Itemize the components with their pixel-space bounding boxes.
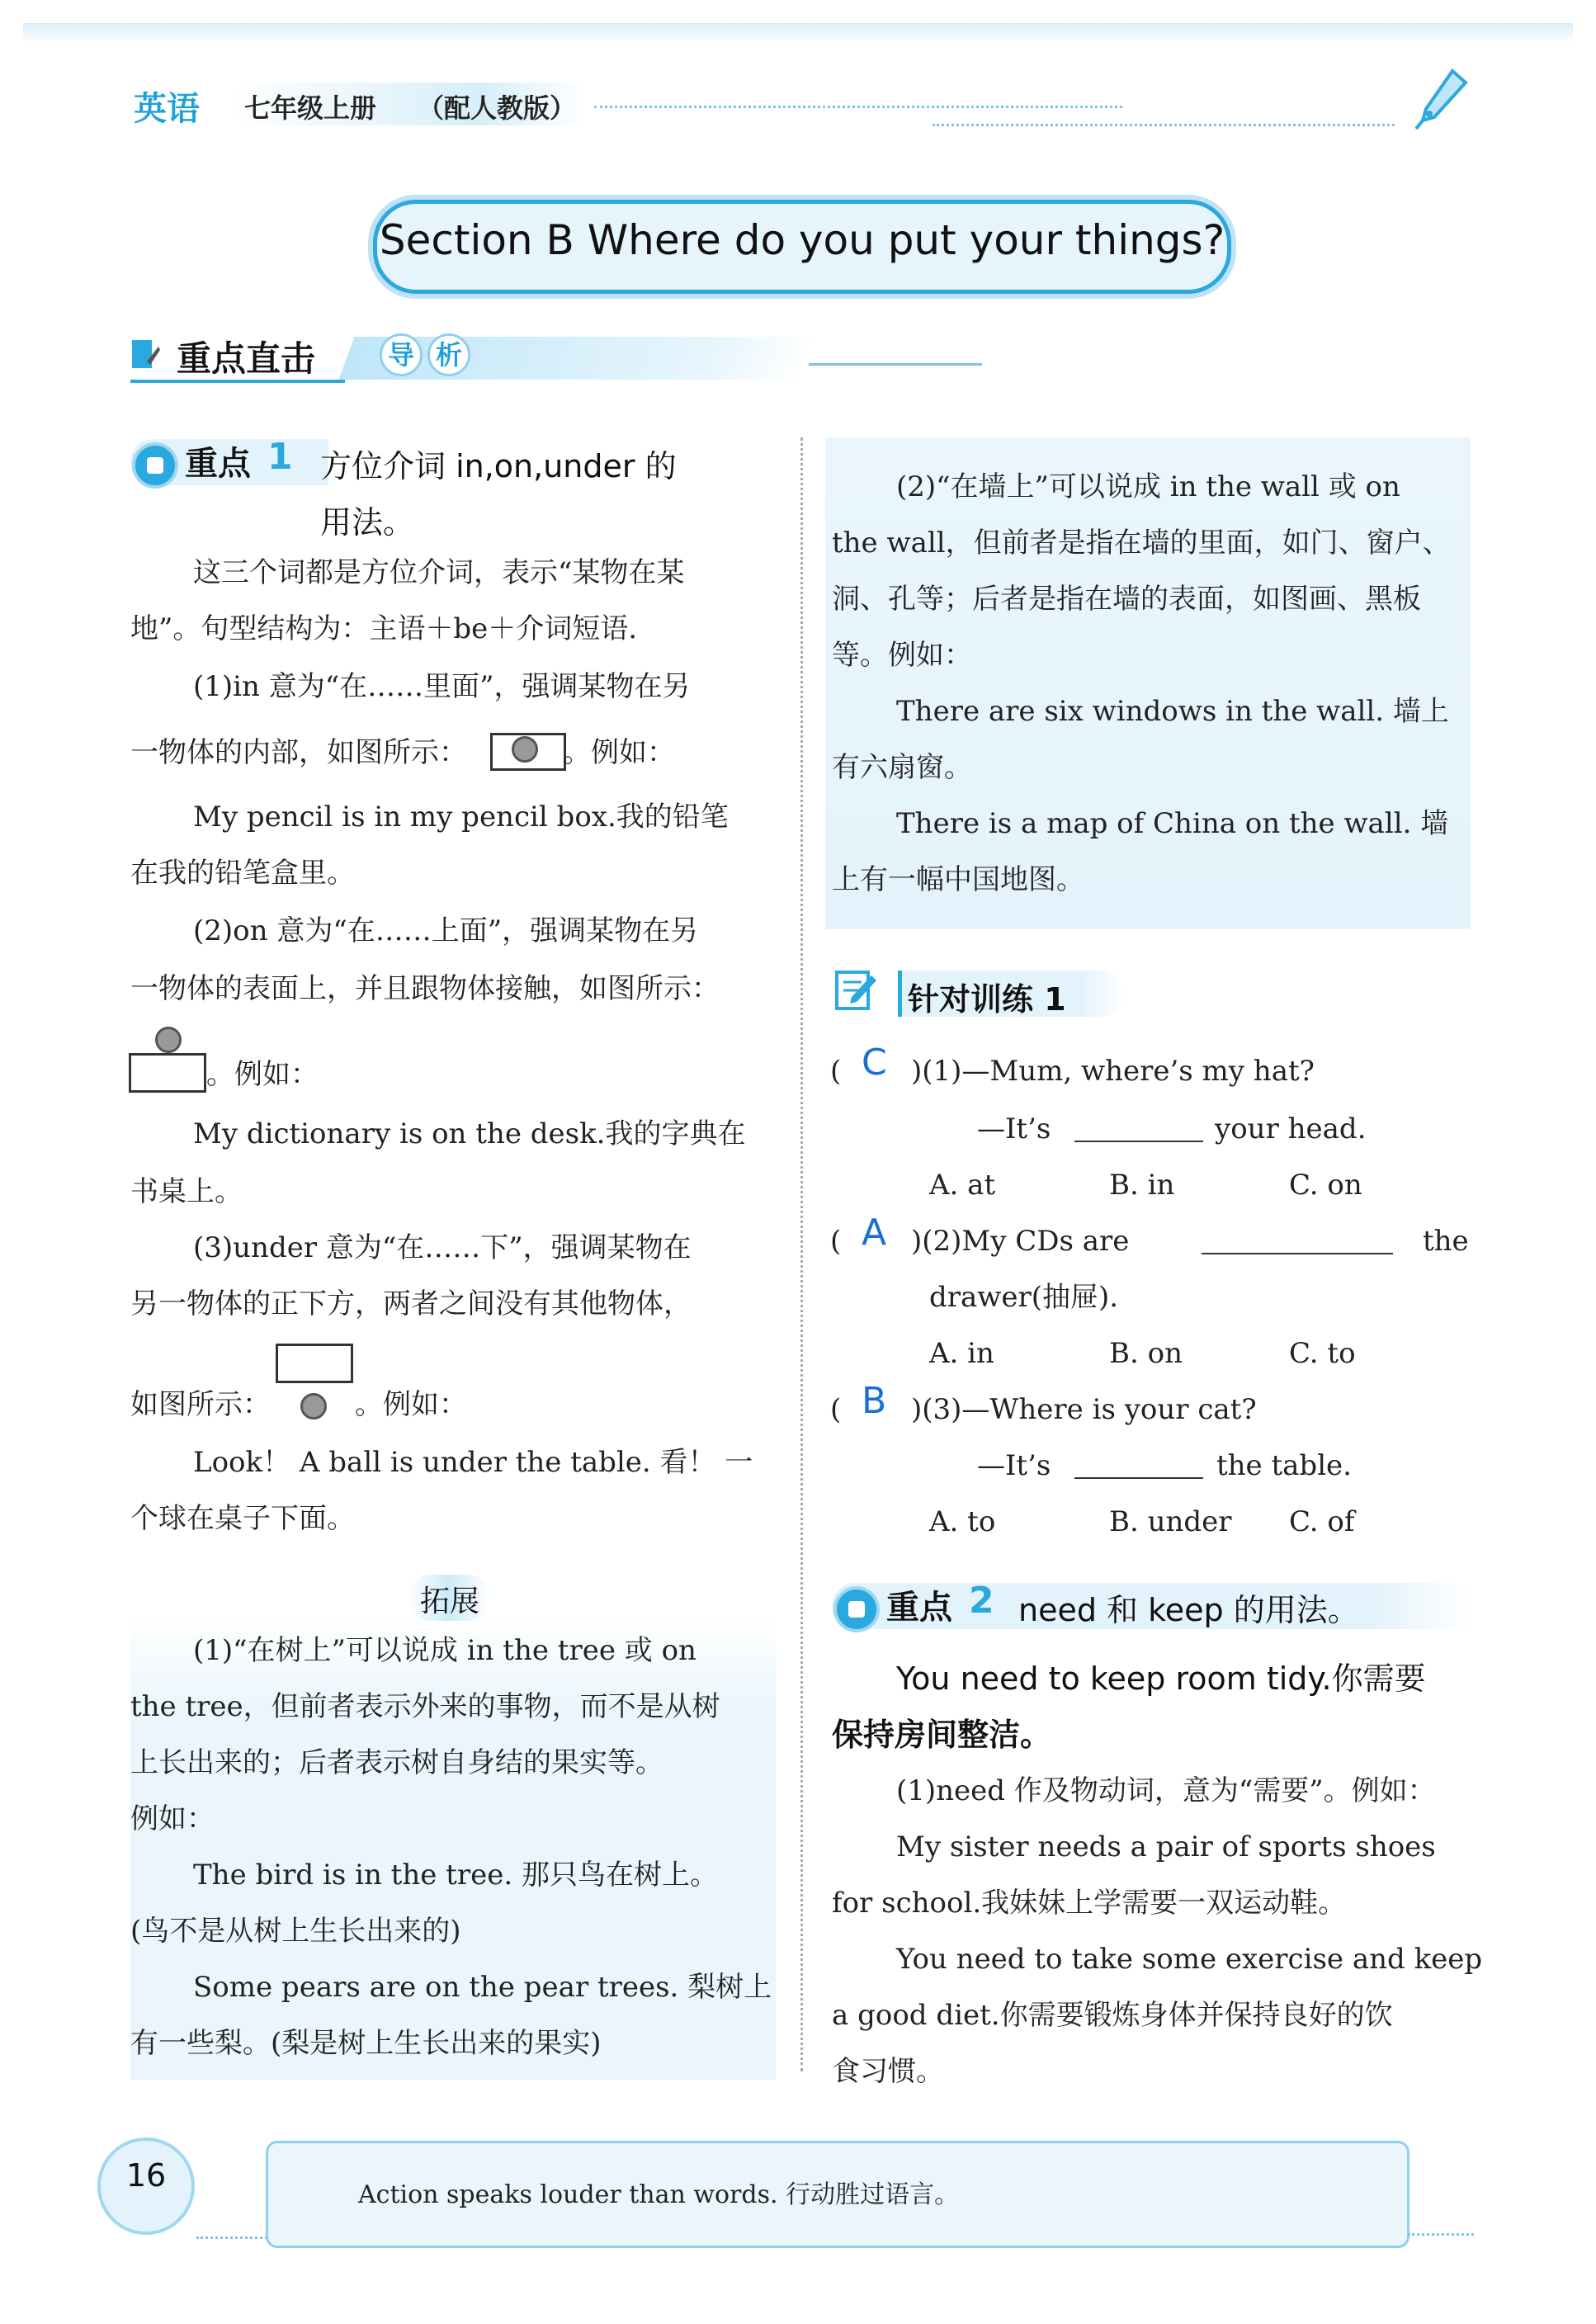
- ext-line4: 例如：: [130, 1802, 215, 1835]
- wall-line2: the wall，但前者是指在墙的里面，如门、窗户、: [832, 527, 1451, 560]
- section-title: Section B Where do you put your things?: [379, 216, 1225, 264]
- q3-option-b: B. under: [1109, 1505, 1232, 1538]
- wall-line8: 上有一幅中国地图。: [832, 863, 1084, 896]
- point2-label: 重点: [886, 1589, 952, 1627]
- ext-line8: 有一些梨。(梨是树上生长出来的果实): [130, 2027, 602, 2060]
- under-line1: (3)under 意为“在……下”，强调某物在: [193, 1231, 692, 1264]
- on-line1: (2)on 意为“在……上面”，强调某物在另: [193, 914, 699, 947]
- fig-in-ball: [512, 736, 538, 763]
- on-ex-line1: My dictionary is on the desk.我的字典在: [193, 1117, 746, 1150]
- in-ex-line1: My pencil is in my pencil box.我的铅笔: [193, 801, 729, 834]
- pen-icon: [1413, 66, 1471, 132]
- point2-ex-line1: You need to keep room tidy.你需要: [896, 1660, 1426, 1697]
- pencil-note-icon: [833, 967, 880, 1013]
- point2-line4: You need to take some exercise and keep: [896, 1943, 1483, 1976]
- ext-line3: 上长出来的；后者表示树自身结的果实等。: [130, 1746, 663, 1779]
- point1-title-line1: 方位介词 in,on,under 的: [320, 448, 677, 484]
- guide-badge-2: 析: [427, 333, 470, 376]
- q3-stem: )(3)—Where is your cat?: [911, 1393, 1257, 1426]
- q1-line2-a: —It’s: [977, 1112, 1051, 1145]
- fig-on-box: [129, 1053, 206, 1093]
- q1-blank[interactable]: [1074, 1141, 1203, 1142]
- under-line3-b: 。例如：: [355, 1388, 467, 1421]
- top-band: [23, 23, 1573, 43]
- q3-line2-a: —It’s: [977, 1449, 1051, 1482]
- page-number: 16: [125, 2157, 167, 2194]
- q3-option-a: A. to: [929, 1505, 996, 1538]
- q1-open-paren: (: [830, 1055, 842, 1088]
- point1-title-line2: 用法。: [320, 504, 415, 541]
- in-line2-a: 一物体的内部，如图所示：: [130, 736, 467, 769]
- book-icon: [130, 337, 162, 371]
- q2-option-b: B. on: [1109, 1337, 1183, 1370]
- q2-stem-b: the: [1423, 1225, 1469, 1258]
- q2-open-paren: (: [830, 1225, 842, 1258]
- wall-line7: There is a map of China on the wall. 墙: [896, 807, 1449, 840]
- q3-answer: B: [862, 1380, 887, 1422]
- footer-motto: Action speaks louder than words. 行动胜过语言。: [358, 2180, 960, 2209]
- on-line3: 。例如：: [206, 1058, 319, 1091]
- point2-pill-icon: [833, 1586, 880, 1632]
- p1-line1: 这三个词都是方位介词，表示“某物在某: [193, 556, 685, 589]
- in-line2-b: 。例如：: [563, 736, 675, 769]
- point2-line6: 食习惯。: [832, 2055, 944, 2088]
- header-grade: 七年级上册: [244, 92, 377, 124]
- header-edition: （配人教版）: [418, 92, 577, 124]
- on-ex-line2: 书桌上。: [130, 1175, 243, 1208]
- under-line3-a: 如图所示：: [130, 1388, 271, 1421]
- in-line1: (1)in 意为“在……里面”，强调某物在另: [193, 670, 691, 703]
- point1-num: 1: [267, 436, 293, 478]
- header-dots-2: [933, 124, 1395, 126]
- point2-line1: (1)need 作及物动词，意为“需要”。例如：: [896, 1774, 1436, 1807]
- guide-badge-1: 导: [380, 333, 423, 376]
- fig-under-box: [276, 1344, 353, 1383]
- column-divider: [800, 437, 803, 2071]
- ext-line5: The bird is in the tree. 那只鸟在树上。: [193, 1859, 718, 1892]
- point2-line5: a good diet.你需要锻炼身体并保持良好的饮: [832, 1999, 1393, 2032]
- point2-ex-line2: 保持房间整洁。: [832, 1717, 1052, 1753]
- wall-line5: There are six windows in the wall. 墙上: [896, 695, 1449, 728]
- point1-label: 重点: [185, 445, 251, 483]
- on-line2: 一物体的表面上，并且跟物体接触，如图所示：: [130, 972, 720, 1005]
- q2-answer: A: [862, 1212, 887, 1254]
- q1-answer: C: [862, 1042, 887, 1084]
- ext-line6: (鸟不是从树上生长出来的): [130, 1915, 461, 1948]
- ext-line2: the tree，但前者表示外来的事物，而不是从树: [130, 1690, 720, 1723]
- point2-num: 2: [969, 1580, 994, 1622]
- under-ex-line2: 个球在桌子下面。: [130, 1502, 355, 1535]
- wall-line1: (2)“在墙上”可以说成 in the wall 或 on: [896, 470, 1400, 503]
- fig-on-ball: [155, 1027, 182, 1053]
- point2-line2: My sister needs a pair of sports shoes: [896, 1830, 1436, 1863]
- q2-blank[interactable]: [1202, 1253, 1393, 1254]
- q3-option-c: C. of: [1289, 1505, 1355, 1538]
- under-ex-line1: Look！ A ball is under the table. 看！ 一: [193, 1446, 753, 1479]
- wall-line3: 洞、孔等；后者是指在墙的表面，如图画、黑板: [832, 583, 1421, 616]
- extension-label: 拓展: [419, 1585, 479, 1618]
- key-points-title: 重点直击: [177, 338, 316, 379]
- q1-stem: )(1)—Mum, where’s my hat?: [911, 1055, 1315, 1088]
- fig-under-ball: [300, 1393, 327, 1419]
- point2-title: need 和 keep 的用法。: [1018, 1592, 1359, 1628]
- header-subject: 英语: [134, 90, 200, 128]
- q2-line2: drawer(抽屉).: [929, 1281, 1119, 1314]
- q3-open-paren: (: [830, 1393, 842, 1426]
- point1-pill-icon: [132, 442, 178, 489]
- q2-option-c: C. to: [1289, 1337, 1356, 1370]
- header-dots: [594, 106, 1122, 108]
- q1-option-c: C. on: [1289, 1169, 1362, 1202]
- point2-line3: for school.我妹妹上学需要一双运动鞋。: [832, 1887, 1347, 1920]
- under-line2: 另一物体的正下方，两者之间没有其他物体，: [130, 1287, 692, 1320]
- q1-option-b: B. in: [1109, 1169, 1175, 1202]
- q3-line2-b: the table.: [1216, 1449, 1352, 1482]
- practice-title: 针对训练 1: [908, 981, 1066, 1018]
- p1-line2: 地”。句型结构为：主语＋be＋介词短语.: [130, 612, 638, 645]
- q1-line2-b: your head.: [1215, 1112, 1367, 1145]
- q2-stem-a: )(2)My CDs are: [911, 1225, 1130, 1258]
- q1-option-a: A. at: [929, 1169, 996, 1202]
- footer-dots-2: [1408, 2233, 1474, 2236]
- wall-line4: 等。例如：: [832, 639, 972, 672]
- wall-line6: 有六扇窗。: [832, 751, 972, 784]
- footer-dots: [196, 2237, 267, 2239]
- ext-line1: (1)“在树上”可以说成 in the tree 或 on: [193, 1634, 696, 1667]
- q3-blank[interactable]: [1074, 1477, 1203, 1479]
- key-points-underline: [130, 380, 345, 383]
- q2-option-a: A. in: [929, 1337, 994, 1370]
- key-points-line: [809, 363, 982, 366]
- in-ex-line2: 在我的铅笔盒里。: [130, 857, 355, 890]
- ext-line7: Some pears are on the pear trees. 梨树上: [193, 1971, 772, 2004]
